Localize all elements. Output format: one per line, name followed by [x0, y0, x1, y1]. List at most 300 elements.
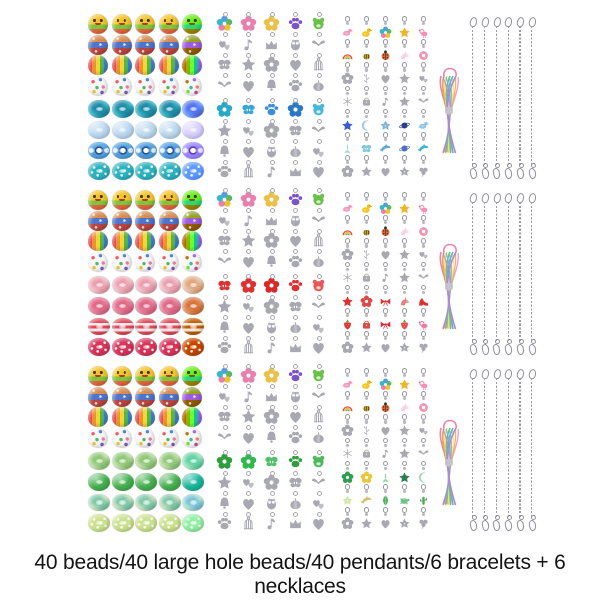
- bail-ring: [345, 285, 351, 291]
- green-bead: [88, 473, 110, 491]
- ladybug-pendant-icon: [379, 225, 392, 238]
- heart-icon: [287, 408, 304, 425]
- unicorn-pendant-icon: [398, 401, 411, 414]
- confetti-bead: [159, 428, 179, 448]
- multicolor-flower-charm-icon: [216, 367, 233, 384]
- wings-icon: [310, 474, 327, 491]
- rainbow-stripe-bead: [182, 55, 202, 75]
- bail-clip: [384, 268, 387, 271]
- heel-pendant-icon: [417, 295, 430, 308]
- bail-clip: [365, 92, 368, 95]
- pendant: [395, 155, 414, 178]
- ladybug-pendant-icon: [379, 401, 392, 414]
- clover-pendant-icon: [417, 341, 430, 354]
- bail-clip: [365, 45, 368, 48]
- lobster-clasp-icon: [528, 343, 537, 355]
- bail-ring: [402, 39, 408, 45]
- teal-glitter-bead: [159, 162, 181, 180]
- bail-clip: [422, 45, 425, 48]
- owl-charm: [285, 387, 306, 406]
- chain-links: [508, 378, 509, 517]
- note-charm: [238, 35, 259, 54]
- pendant: [338, 414, 357, 437]
- heart-pendant-icon: [379, 517, 392, 530]
- chain-links: [496, 378, 497, 517]
- pendant: [376, 368, 395, 391]
- teal-glitter-bead: [135, 162, 157, 180]
- star-pendant-icon: [398, 95, 411, 108]
- light-green-floral-bead: [135, 452, 157, 470]
- bail-clip: [403, 337, 406, 340]
- pendant: [414, 507, 433, 530]
- heart-pendant-icon: [379, 72, 392, 85]
- bail-clip: [403, 444, 406, 447]
- flower-charm: [261, 473, 282, 492]
- confetti-bead: [182, 428, 202, 448]
- pink-flower-charm: [238, 366, 259, 385]
- star-icon: [216, 122, 233, 139]
- turtle-pendant-icon: [398, 494, 411, 507]
- crown-icon: [287, 339, 304, 356]
- note-icon: [240, 212, 257, 229]
- lobster-clasp-icon: [480, 167, 489, 179]
- bail-clip: [346, 467, 349, 470]
- pendant: [395, 484, 414, 507]
- cage-icon: [310, 56, 327, 73]
- pendant: [376, 16, 395, 39]
- pendant: [395, 391, 414, 414]
- wings-icon: [310, 388, 327, 405]
- deep-pink-glitter-bead: [88, 338, 110, 356]
- confetti-bead: [135, 252, 155, 272]
- bail-clip: [403, 115, 406, 118]
- note-charm: [238, 211, 259, 230]
- confetti-bead: [112, 428, 132, 448]
- bail-clip: [384, 68, 387, 71]
- pendant: [395, 308, 414, 331]
- flower-icon: [263, 122, 280, 139]
- pendant: [414, 16, 433, 39]
- confetti-bead: [159, 252, 179, 272]
- bail-clip: [403, 374, 406, 377]
- bail-clip: [422, 490, 425, 493]
- bail-ring: [402, 192, 408, 198]
- smiley-face-bead: [88, 366, 108, 386]
- heart-charm: [238, 142, 259, 161]
- chain-links: [484, 378, 485, 517]
- blue-eye-bead: [182, 142, 204, 160]
- bail-ring: [402, 16, 408, 22]
- pendant: [338, 109, 357, 132]
- blue-eye-bead: [88, 142, 110, 160]
- teal-pattern-bead: [135, 100, 157, 118]
- heart2-charm: [214, 387, 235, 406]
- branch-pendant-icon: [360, 72, 373, 85]
- chain-links: [519, 202, 520, 341]
- bail-clip: [365, 490, 368, 493]
- bail-clip: [403, 513, 406, 516]
- pumpkin-icon: [310, 253, 327, 270]
- paw-icon: [287, 77, 304, 94]
- flower-charm: [261, 407, 282, 426]
- chain-links: [531, 378, 532, 517]
- wings-icon: [216, 429, 233, 446]
- bee-pendant-icon: [360, 401, 373, 414]
- bail-clip: [422, 68, 425, 71]
- bail-ring: [402, 308, 408, 314]
- bail-ring: [421, 109, 427, 115]
- rainbow-stripe-bead: [182, 407, 202, 427]
- bail-clip: [384, 467, 387, 470]
- bail-ring: [345, 484, 351, 490]
- bear-charm: [308, 452, 329, 471]
- cage-icon: [310, 408, 327, 425]
- pumpkin-charm: [285, 142, 306, 161]
- product-caption: 40 beads/40 large hole beads/40 pendants/6 bracelets + 6 necklaces: [34, 551, 566, 598]
- paw-icon: [216, 515, 233, 532]
- duck-pendant-icon: [360, 202, 373, 215]
- green-glitter-bead: [112, 514, 134, 532]
- star-pendant-icon: [360, 165, 373, 178]
- heart2-icon: [240, 122, 257, 139]
- bail-ring: [421, 192, 427, 198]
- purple-paw-charm: [285, 14, 306, 33]
- bail-clip: [346, 337, 349, 340]
- heart2-icon: [240, 474, 257, 491]
- owl-charm: [261, 318, 282, 337]
- bail-ring: [345, 86, 351, 92]
- pendant: [338, 39, 357, 62]
- bail-clip: [422, 198, 425, 201]
- wings-pendant-icon: [417, 271, 430, 284]
- pendant: [376, 238, 395, 261]
- confetti-bead: [88, 252, 108, 272]
- star-pendant-icon: [398, 202, 411, 215]
- paw-icon: [287, 277, 304, 294]
- bail-ring: [402, 391, 408, 397]
- chain-links: [484, 202, 485, 341]
- bail-ring: [345, 507, 351, 513]
- chain-links: [508, 26, 509, 165]
- bail-clip: [346, 374, 349, 377]
- pink-marble-bead: [135, 276, 157, 294]
- star-charm: [214, 121, 235, 140]
- bag-pendant-icon: [360, 95, 373, 108]
- rainbow-stripe-bead: [112, 231, 132, 251]
- pale-green-bead: [88, 494, 110, 512]
- bail-clip: [346, 420, 349, 423]
- rainbow-stripe-bead: [112, 407, 132, 427]
- pendant: [357, 192, 376, 215]
- note-pendant-icon: [379, 95, 392, 108]
- pendant: [414, 414, 433, 437]
- pendant: [395, 39, 414, 62]
- necklace-chain: [468, 368, 478, 534]
- pendant: [357, 438, 376, 461]
- pendant: [338, 62, 357, 85]
- bail-ring: [383, 62, 389, 68]
- paw-charm: [285, 452, 306, 471]
- bail-ring: [402, 285, 408, 291]
- rainbow-stripe-bead: [135, 231, 155, 251]
- bail-clip: [422, 420, 425, 423]
- green-bead: [182, 473, 204, 491]
- bail-ring: [345, 414, 351, 420]
- pendant: [357, 215, 376, 238]
- bell-icon: [263, 77, 280, 94]
- pendant: [338, 438, 357, 461]
- fishtail-pendant-icon: [341, 142, 354, 155]
- planet-pendant-icon: [398, 142, 411, 155]
- bail-ring: [421, 484, 427, 490]
- bail-ring: [383, 109, 389, 115]
- butterfly-icon: [216, 408, 233, 425]
- bail-ring: [345, 438, 351, 444]
- bail-ring: [421, 308, 427, 314]
- lobster-clasp-icon: [504, 519, 513, 531]
- pink-marble-bead: [159, 276, 181, 294]
- striped-barrel-bead: [88, 211, 108, 231]
- green-glitter-bead: [88, 514, 110, 532]
- pendant: [414, 262, 433, 285]
- pendant: [376, 438, 395, 461]
- bail-ring: [345, 238, 351, 244]
- bail-clip: [365, 513, 368, 516]
- chain-links: [472, 202, 473, 341]
- blue-eye-bead: [159, 142, 181, 160]
- smiley-face-bead: [159, 366, 179, 386]
- bow-pendant-icon: [379, 295, 392, 308]
- pendant: [376, 285, 395, 308]
- cage-charm: [238, 162, 259, 181]
- pendant: [395, 262, 414, 285]
- multicolor-flower-charm-icon: [216, 15, 233, 32]
- bear-charm: [308, 190, 329, 209]
- star-pendant-icon: [360, 517, 373, 530]
- star-charm: [214, 297, 235, 316]
- bell-icon: [216, 495, 233, 512]
- cage-charm: [238, 338, 259, 357]
- confetti-bead: [135, 428, 155, 448]
- pansy-charm-icon: [263, 367, 280, 384]
- striped-barrel-bead: [112, 35, 132, 55]
- crown-charm: [261, 211, 282, 230]
- star-pendant-icon: [341, 119, 354, 132]
- butterfly-charm: [214, 55, 235, 74]
- pendant: [338, 368, 357, 391]
- heart-icon: [310, 515, 327, 532]
- bail-ring: [345, 132, 351, 138]
- wings-charm: [214, 252, 235, 271]
- pendant: [414, 461, 433, 484]
- pendant: [338, 484, 357, 507]
- starfish-pendant-icon: [398, 341, 411, 354]
- smiley-face-bead: [182, 190, 202, 210]
- striped-barrel-bead: [88, 387, 108, 407]
- bail-ring: [421, 391, 427, 397]
- bail-ring: [421, 238, 427, 244]
- pendant: [395, 461, 414, 484]
- cage-charm: [308, 231, 329, 250]
- bail-ring: [364, 109, 370, 115]
- unicorn-pendant-icon: [398, 49, 411, 62]
- bail-ring: [364, 86, 370, 92]
- pendant: [376, 155, 395, 178]
- pendant: [357, 507, 376, 530]
- bail-clip: [403, 45, 406, 48]
- heart2-icon: [216, 212, 233, 229]
- donut-pendant-icon: [417, 225, 430, 238]
- bail-ring: [383, 308, 389, 314]
- butterfly-icon: [216, 277, 233, 294]
- lobster-clasp-icon: [492, 519, 501, 531]
- chain-links: [519, 378, 520, 517]
- bail-clip: [365, 198, 368, 201]
- teal-pattern-bead: [182, 100, 204, 118]
- pumpkin-icon: [310, 429, 327, 446]
- bail-ring: [402, 132, 408, 138]
- smiley-face-bead: [135, 366, 155, 386]
- pendant: [338, 461, 357, 484]
- purple-paw-charm-icon: [287, 367, 304, 384]
- butterfly-icon: [287, 298, 304, 315]
- bail-clip: [422, 22, 425, 25]
- heart-charm: [238, 494, 259, 513]
- star-pendant-icon: [398, 26, 411, 39]
- pink-flower-charm-icon: [240, 367, 257, 384]
- striped-barrel-bead: [112, 211, 132, 231]
- bail-ring: [364, 461, 370, 467]
- note-charm: [238, 387, 259, 406]
- bail-ring: [402, 155, 408, 161]
- note-icon: [263, 339, 280, 356]
- flower-pendant-icon: [360, 295, 373, 308]
- flower-pendant-icon: [360, 471, 373, 484]
- note-icon: [240, 388, 257, 405]
- smiley-face-bead: [88, 190, 108, 210]
- flower-icon: [263, 298, 280, 315]
- bail-ring: [364, 391, 370, 397]
- star-pendant-icon: [360, 341, 373, 354]
- heart-pendant-icon: [379, 424, 392, 437]
- pendant: [357, 285, 376, 308]
- crown-charm: [285, 338, 306, 357]
- bail-clip: [346, 45, 349, 48]
- pink-marble-bead: [182, 276, 204, 294]
- wings-icon: [216, 77, 233, 94]
- flower-icon: [240, 277, 257, 294]
- heart2-charm: [238, 473, 259, 492]
- butterfly-charm: [261, 452, 282, 471]
- bail-clip: [384, 337, 387, 340]
- wings-charm: [214, 428, 235, 447]
- striped-barrel-bead: [159, 35, 179, 55]
- necklace-chain: [527, 368, 537, 534]
- red-stripe-bead: [159, 318, 181, 336]
- pumpkin-icon: [310, 77, 327, 94]
- bail-ring: [383, 155, 389, 161]
- heart-charm: [285, 55, 306, 74]
- unicorn-pendant-icon: [398, 295, 411, 308]
- striped-barrel-bead: [135, 211, 155, 231]
- crown-icon: [287, 515, 304, 532]
- light-green-floral-bead: [88, 452, 110, 470]
- necklace-chain: [492, 16, 502, 182]
- confetti-bead: [182, 76, 202, 96]
- pendant: [357, 414, 376, 437]
- necklace-chain: [515, 368, 525, 534]
- bail-ring: [421, 438, 427, 444]
- rainbow-pendant-icon: [341, 49, 354, 62]
- rainbow-stripe-bead: [159, 407, 179, 427]
- bail-clip: [403, 22, 406, 25]
- bail-ring: [383, 414, 389, 420]
- pink-flower-charm: [238, 190, 259, 209]
- deep-pink-glitter-bead: [135, 338, 157, 356]
- wings-pendant-icon: [417, 447, 430, 460]
- pendant: [338, 507, 357, 530]
- bail-ring: [402, 86, 408, 92]
- flower-pendant-icon: [341, 424, 354, 437]
- pink-marble-bead: [112, 276, 134, 294]
- pumpkin-charm: [308, 428, 329, 447]
- bail-ring: [345, 155, 351, 161]
- bail-ring: [383, 192, 389, 198]
- bail-clip: [346, 444, 349, 447]
- bail-ring: [383, 507, 389, 513]
- bail-clip: [346, 68, 349, 71]
- pendant: [338, 215, 357, 238]
- star-icon: [240, 232, 257, 249]
- necklace-chain: [468, 16, 478, 182]
- pale-green-bead: [182, 494, 204, 512]
- pendant: [357, 132, 376, 155]
- bail-clip: [384, 138, 387, 141]
- heart-charm: [308, 162, 329, 181]
- pendant: [376, 331, 395, 354]
- duck-pendant-icon: [360, 26, 373, 39]
- star-pendant-icon: [398, 424, 411, 437]
- paw-charm: [285, 276, 306, 295]
- pansy-charm: [261, 14, 282, 33]
- bail-ring: [383, 262, 389, 268]
- bail-clip: [403, 138, 406, 141]
- flower-multi-pendant-icon: [379, 378, 392, 391]
- star-pendant-icon: [398, 471, 411, 484]
- bail-clip: [384, 444, 387, 447]
- wings-charm: [308, 121, 329, 140]
- rainbow-stripe-bead: [88, 55, 108, 75]
- chain-links: [508, 202, 509, 341]
- bear-charm: [308, 366, 329, 385]
- heart2-icon: [240, 298, 257, 315]
- pendant: [357, 86, 376, 109]
- bail-clip: [403, 221, 406, 224]
- heart-pendant-icon: [379, 165, 392, 178]
- butterfly-icon: [263, 453, 280, 470]
- pendant: [414, 215, 433, 238]
- snowflake-pendant-icon: [341, 271, 354, 284]
- bail-ring: [421, 507, 427, 513]
- pendant: [338, 155, 357, 178]
- starfish-pendant-icon: [379, 119, 392, 132]
- bail-ring: [402, 484, 408, 490]
- bail-ring: [421, 132, 427, 138]
- green-glitter-bead: [135, 514, 157, 532]
- light-blue-bead: [159, 121, 181, 139]
- bear-charm-icon: [310, 15, 327, 32]
- bow-pendant-icon: [379, 318, 392, 331]
